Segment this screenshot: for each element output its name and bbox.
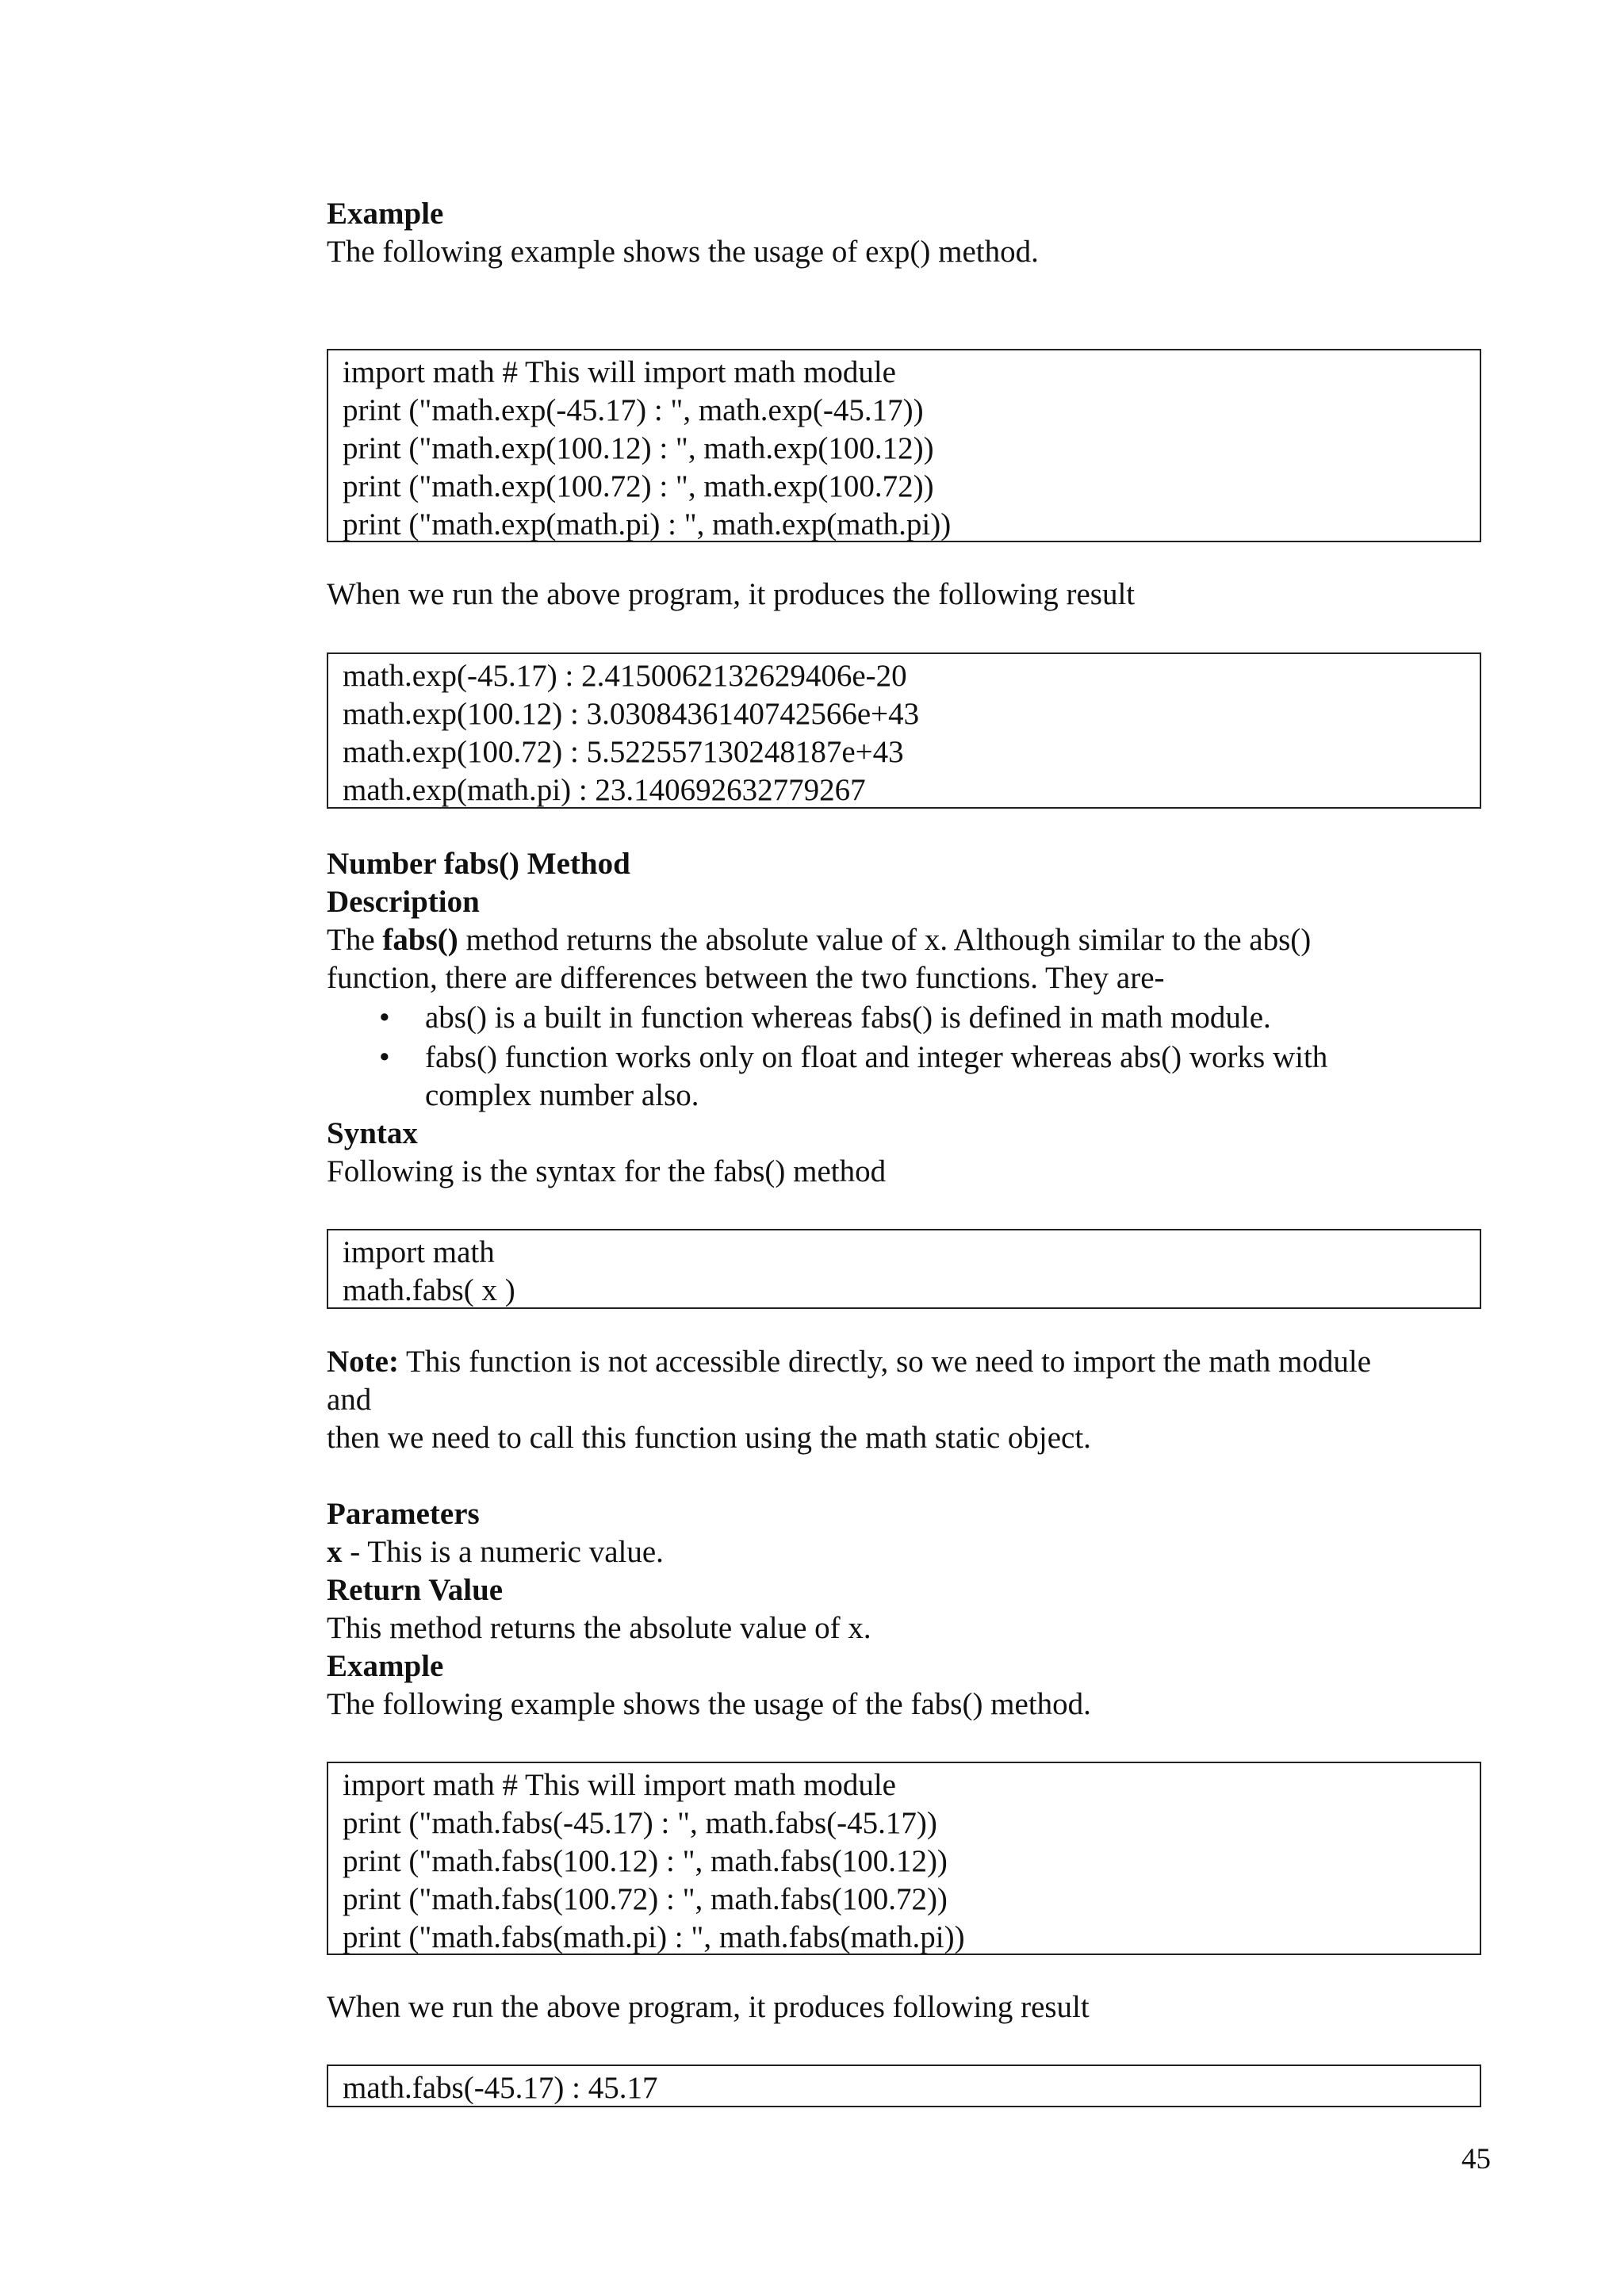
code-line: print ("math.exp(-45.17) : ", math.exp(-45.17)) — [343, 393, 924, 427]
output-line: math.exp(100.72) : 5.522557130248187e+43 — [343, 735, 904, 769]
code-line: print ("math.fabs(100.12) : ", math.fabs(100.12)) — [343, 1844, 948, 1878]
description-heading: Description — [327, 885, 480, 919]
code-line: print ("math.fabs(math.pi) : ", math.fabs(math.pi)) — [343, 1920, 965, 1954]
note-text: This function is not accessible directly, so we need to import the math module — [398, 1345, 1372, 1379]
code-line: import math # This will import math module — [343, 1768, 896, 1802]
section-title: Number fabs() Method — [327, 847, 630, 881]
note-label: Note: — [327, 1345, 399, 1379]
example-heading: Example — [327, 1649, 444, 1683]
output-line: math.exp(math.pi) : 23.140692632779267 — [343, 773, 866, 807]
code-line: print ("math.fabs(-45.17) : ", math.fabs(-45.17)) — [343, 1806, 937, 1840]
example-intro: The following example shows the usage of exp() method. — [327, 235, 1039, 269]
bullet-item: abs() is a built in function whereas fabs() is defined in math module. — [425, 1001, 1271, 1035]
output-line: math.exp(-45.17) : 2.4150062132629406e-20 — [343, 659, 907, 693]
note-line: then we need to call this function using the math static object. — [327, 1421, 1091, 1455]
return-heading: Return Value — [327, 1573, 504, 1607]
desc-rest: method returns the absolute value of x. Although similar to the abs() — [458, 923, 1312, 957]
desc-bold-term: fabs() — [382, 923, 458, 957]
example-intro: The following example shows the usage of the fabs() method. — [327, 1687, 1091, 1721]
note-line: and — [327, 1383, 372, 1417]
code-line: print ("math.exp(100.72) : ", math.exp(100.72)) — [343, 469, 934, 503]
code-line: print ("math.exp(math.pi) : ", math.exp(math.pi)) — [343, 507, 952, 541]
description-line: function, there are differences between the two functions. They are- — [327, 961, 1165, 995]
result-intro: When we run the above program, it produces following result — [327, 1990, 1090, 2024]
code-line: import math — [343, 1235, 495, 1269]
code-block-fabs — [327, 1762, 1481, 1955]
output-line: math.exp(100.12) : 3.0308436140742566e+43 — [343, 697, 920, 731]
code-line: import math # This will import math module — [343, 355, 896, 389]
code-block-exp — [327, 349, 1481, 542]
param-name: x — [327, 1535, 343, 1569]
output-block-fabs — [327, 2064, 1481, 2107]
code-line: math.fabs( x ) — [343, 1273, 515, 1307]
parameter-line — [327, 1533, 664, 1571]
bullet-dot: • — [379, 1040, 390, 1074]
example-heading: Example — [327, 197, 444, 231]
param-desc: - This is a numeric value. — [342, 1535, 664, 1569]
description-line — [327, 921, 1311, 959]
parameters-heading: Parameters — [327, 1497, 480, 1531]
bullet-item-continued: complex number also. — [425, 1078, 699, 1112]
syntax-heading: Syntax — [327, 1116, 418, 1150]
bullet-dot: • — [379, 1001, 390, 1035]
syntax-code-block — [327, 1229, 1481, 1309]
syntax-intro: Following is the syntax for the fabs() method — [327, 1154, 887, 1188]
note-line — [327, 1343, 1371, 1381]
result-intro: When we run the above program, it produces the following result — [327, 577, 1136, 611]
page-number: 45 — [1461, 2143, 1491, 2175]
code-line: print ("math.fabs(100.72) : ", math.fabs(100.72)) — [343, 1882, 948, 1916]
output-block-exp — [327, 652, 1481, 809]
bullet-item: fabs() function works only on float and integer whereas abs() works with — [425, 1040, 1328, 1074]
desc-prefix: The — [327, 923, 383, 957]
code-line: print ("math.exp(100.12) : ", math.exp(100.12)) — [343, 431, 934, 465]
return-desc: This method returns the absolute value of x. — [327, 1611, 871, 1645]
output-line: math.fabs(-45.17) : 45.17 — [343, 2071, 658, 2105]
